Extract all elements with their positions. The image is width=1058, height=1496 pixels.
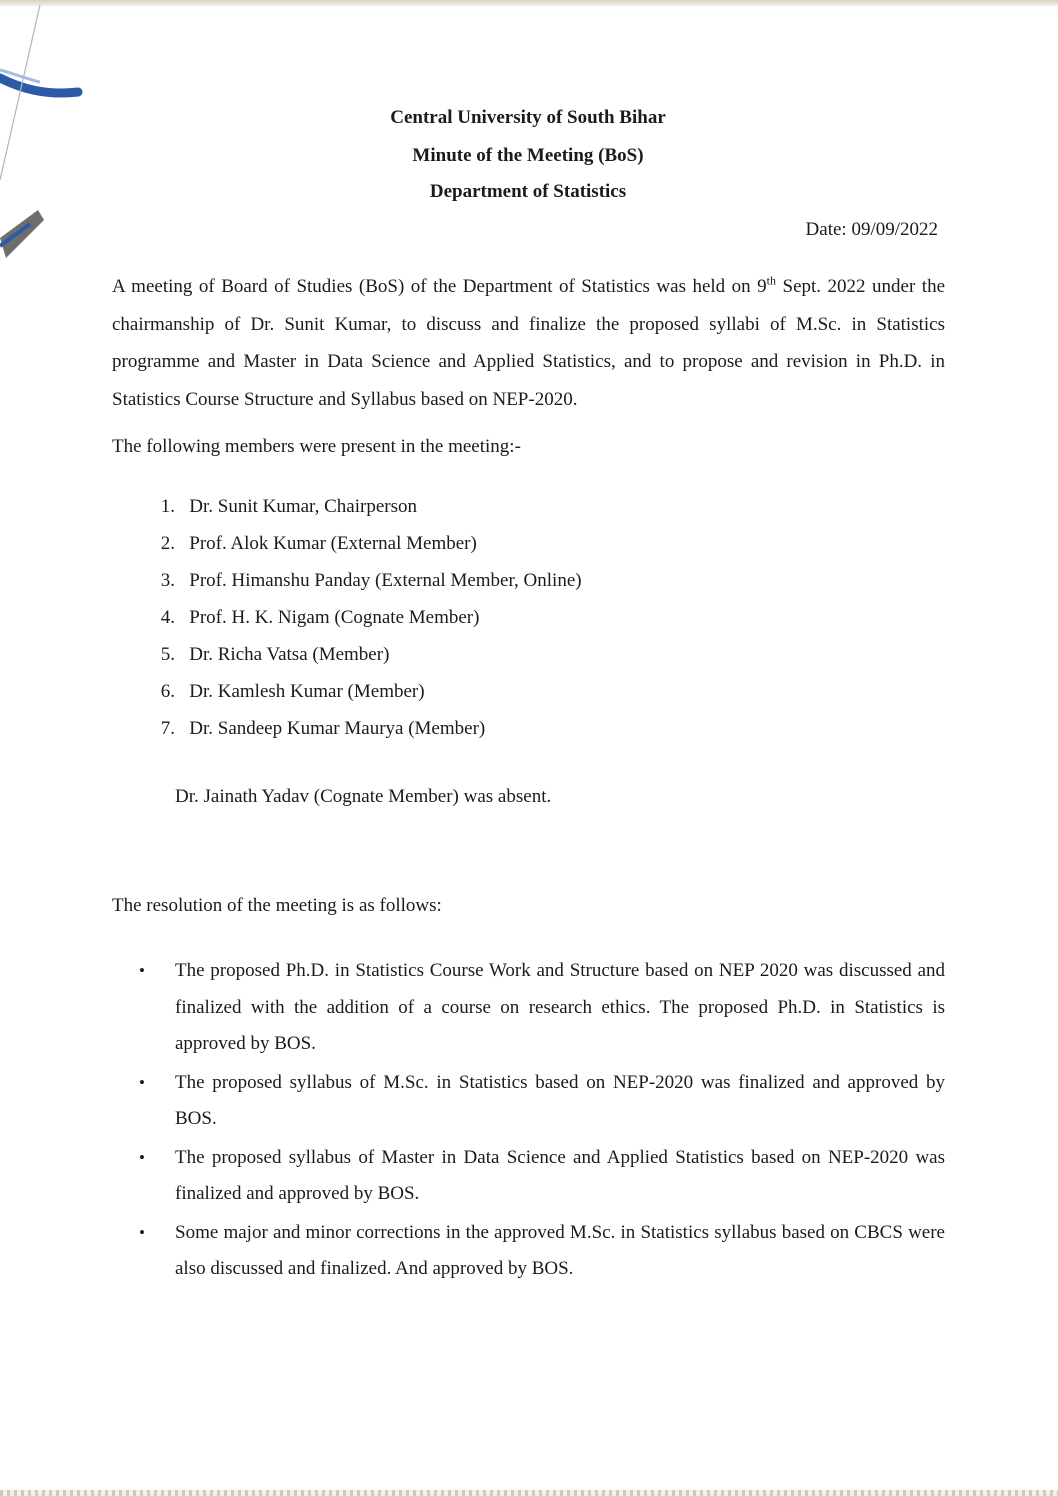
list-item (112, 488, 582, 525)
member-name: Prof. Alok Kumar (External Member) (189, 533, 477, 554)
absent-note: Dr. Jainath Yadav (Cognate Member) was absent. (175, 786, 552, 807)
list-item (112, 599, 582, 636)
bullet-icon: • (139, 1222, 145, 1242)
document-title: Minute of the Meeting (BoS) (412, 145, 644, 166)
list-item (112, 1065, 945, 1138)
intro-text-end: Sept. 2022 under the chairmanship of Dr. Sunit Kumar, to discuss and finalize the proposed syllabi of M.Sc. in Statistics programme and Master in Data Science and Applied Statistics, and to propose and revision in Ph.D. in Statistics Course Structure and Syllabus based on NEP-2020. (112, 276, 945, 410)
list-item (112, 636, 582, 673)
university-name: Central University of South Bihar (390, 107, 666, 128)
bullet-icon: • (139, 961, 145, 980)
member-name: Dr. Kamlesh Kumar (Member) (189, 681, 425, 702)
resolution-heading: The resolution of the meeting is as follows: (112, 895, 442, 916)
list-item (112, 1140, 945, 1213)
intro-text-start: A meeting of Board of Studies (BoS) of the Department of Statistics was held on 9 (112, 276, 767, 297)
item-number: 4. (160, 607, 175, 628)
bullet-icon: • (139, 1147, 145, 1167)
member-name: Prof. Himanshu Panday (External Member, Online) (189, 570, 582, 591)
item-number: 6. (160, 681, 175, 702)
resolution-text: Some major and minor corrections in the approved M.Sc. in Statistics syllabus based on CBCS were also discussed and finalized. And approved by BOS. (175, 1221, 945, 1279)
bullet-icon: • (139, 1072, 145, 1092)
member-name: Dr. Sandeep Kumar Maurya (Member) (189, 718, 486, 739)
item-number: 2. (160, 533, 175, 554)
resolution-text: The proposed Ph.D. in Statistics Course Work and Structure based on NEP 2020 was discussed and finalized with the addition of a course on research ethics. The proposed Ph.D. in Statistics is approved by BOS. (175, 960, 945, 1054)
resolution-text: The proposed syllabus of Master in Data Science and Applied Statistics based on NEP-2020 was finalized and approved by BOS. (175, 1146, 945, 1204)
ordinal-suffix: th (766, 273, 777, 288)
resolution-text: The proposed syllabus of M.Sc. in Statistics based on NEP-2020 was finalized and approved by BOS. (175, 1071, 945, 1129)
member-name: Dr. Richa Vatsa (Member) (189, 644, 390, 665)
meeting-date: Date: 09/09/2022 (805, 219, 938, 240)
department-name: Department of Statistics (429, 181, 627, 202)
list-item (112, 525, 582, 562)
list-item (112, 562, 582, 599)
member-name: Prof. H. K. Nigam (Cognate Member) (189, 607, 480, 628)
member-name: Dr. Sunit Kumar, Chairperson (189, 496, 417, 517)
item-number: 7. (160, 718, 175, 739)
list-item (112, 953, 945, 1063)
intro-paragraph (112, 268, 945, 418)
list-item (112, 710, 582, 747)
list-item (112, 1215, 945, 1288)
resolutions-list (112, 953, 945, 1290)
item-number: 1. (160, 496, 175, 517)
list-item (112, 673, 582, 710)
members-list (112, 488, 582, 747)
item-number: 5. (160, 644, 175, 665)
scan-top-edge (0, 0, 1058, 6)
present-heading: The following members were present in the meeting:- (112, 436, 521, 457)
item-number: 3. (160, 570, 175, 591)
scan-bottom-edge (0, 1490, 1058, 1496)
